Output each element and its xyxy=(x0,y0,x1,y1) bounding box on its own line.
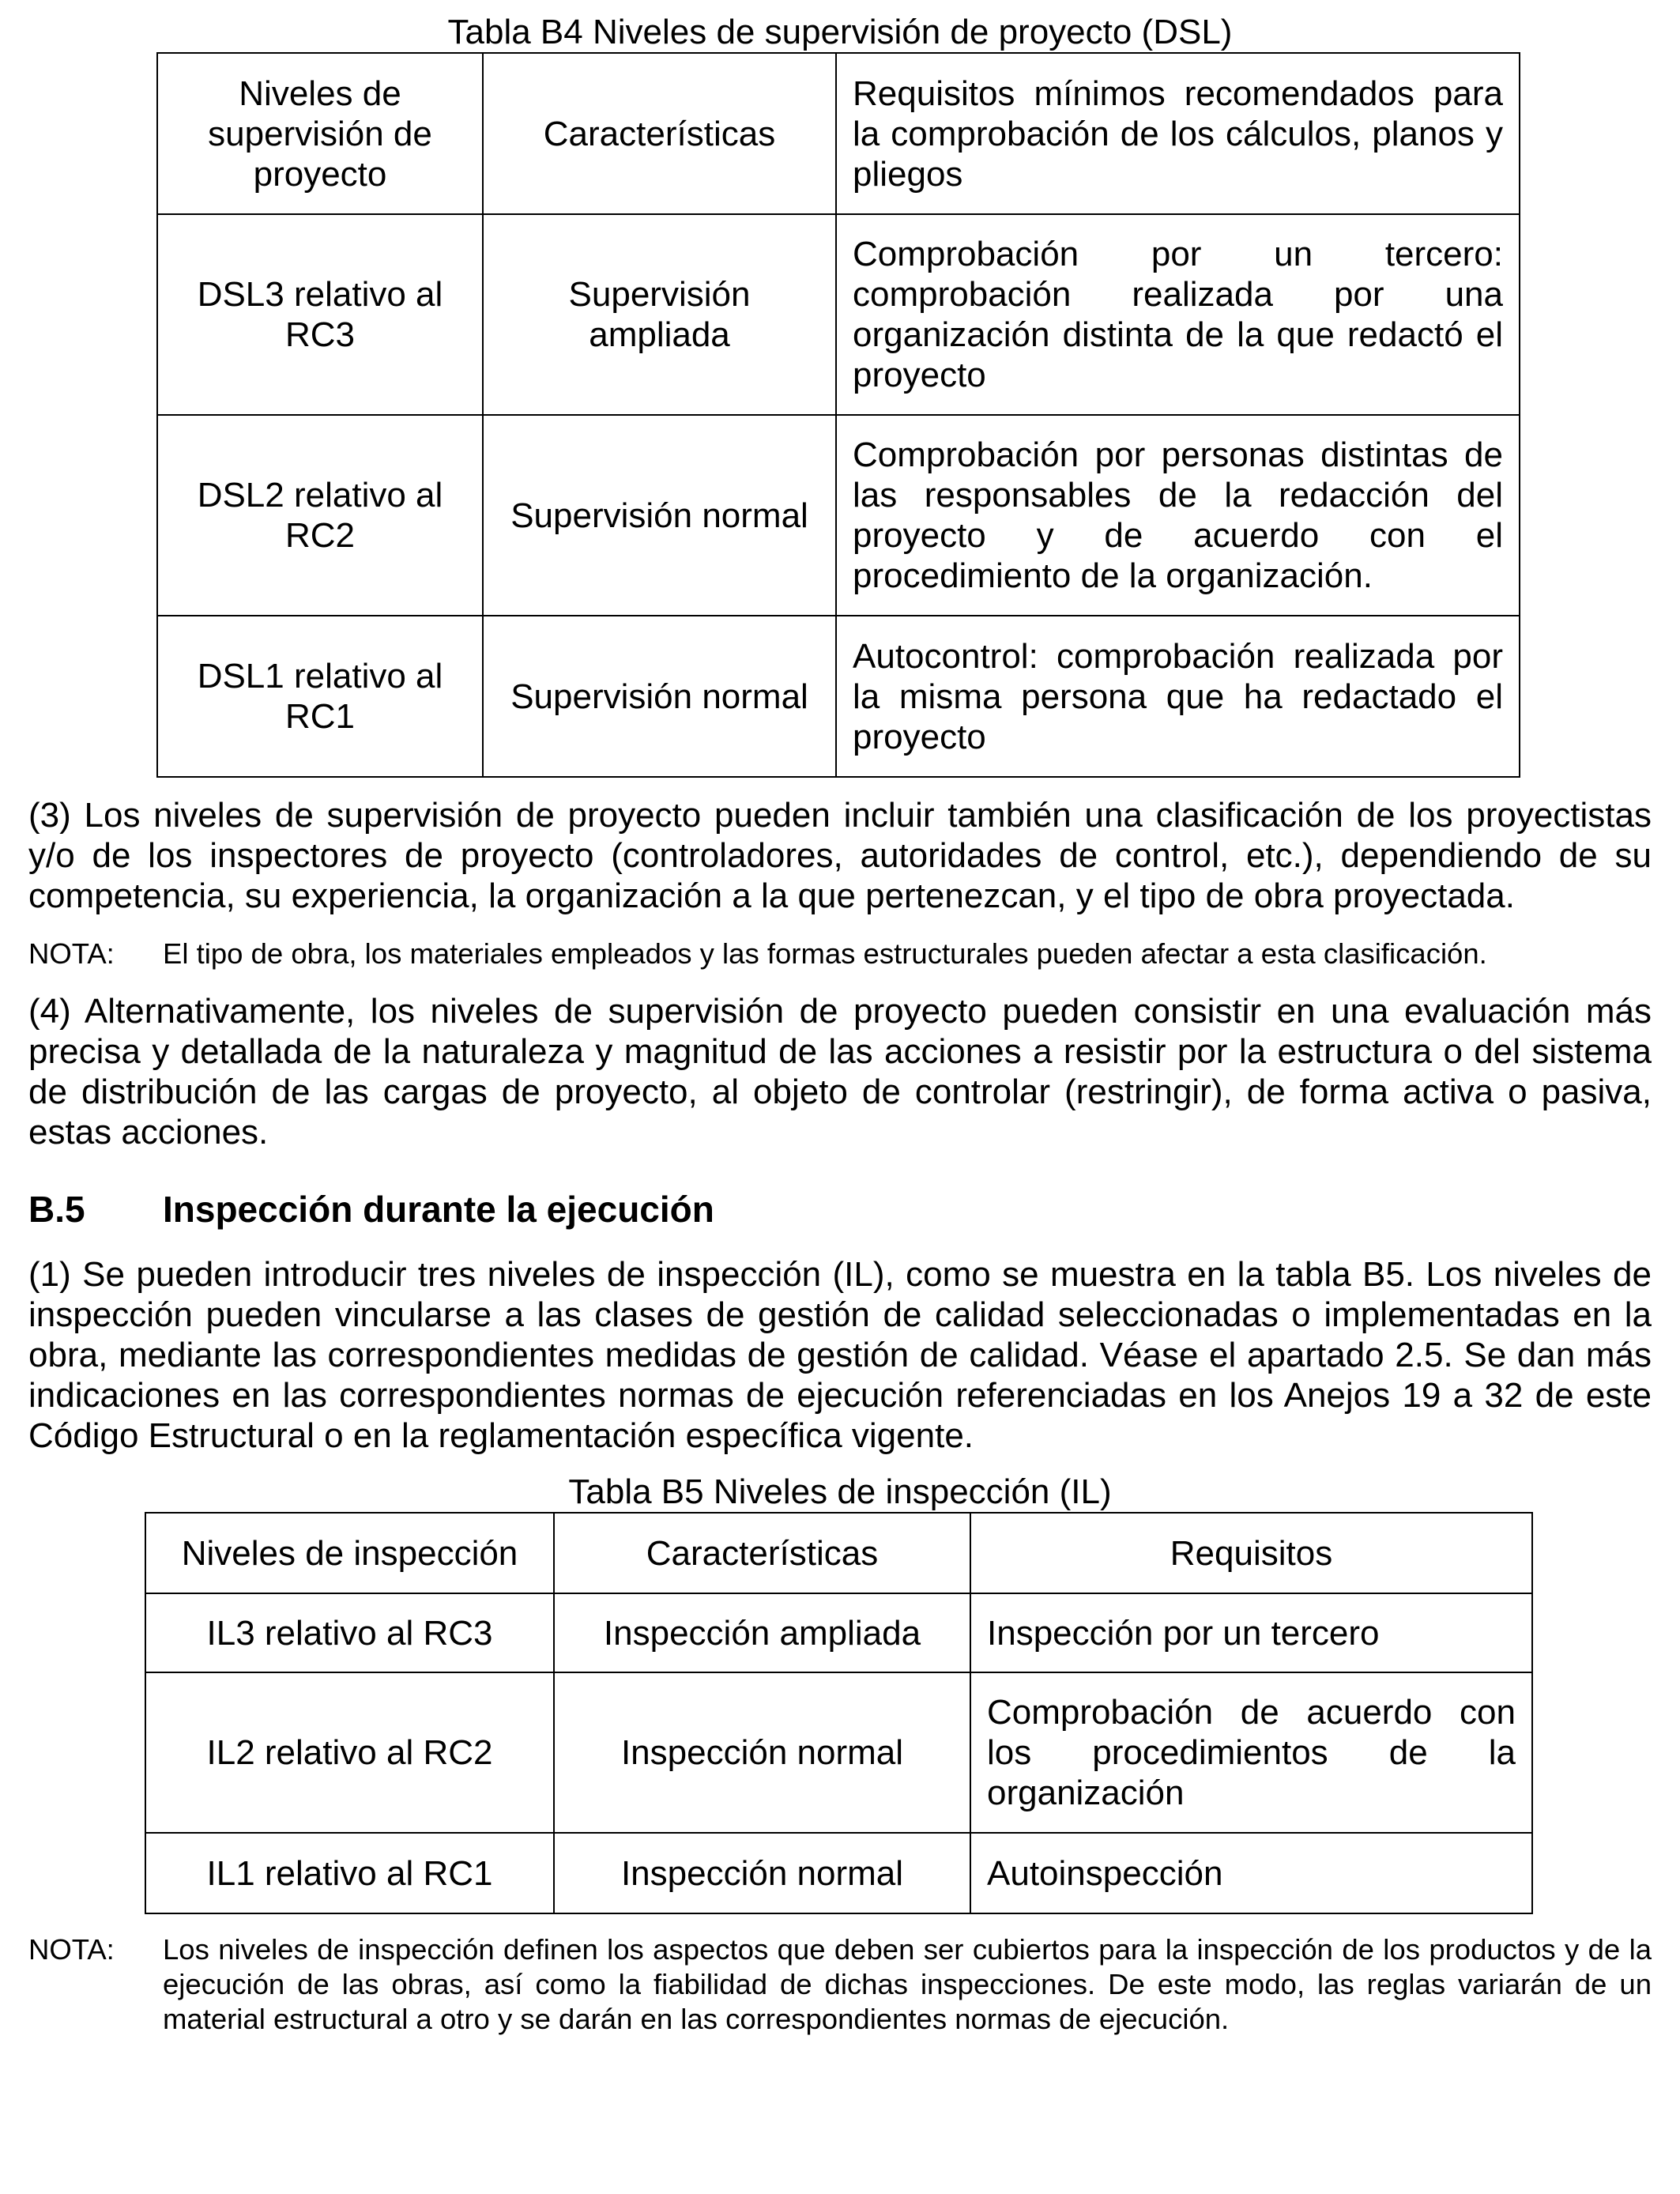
table-cell: IL2 relativo al RC2 xyxy=(145,1672,554,1833)
table-row xyxy=(145,1593,1532,1672)
table-row xyxy=(157,415,1520,616)
table-cell: Supervisión normal xyxy=(483,616,836,777)
table-row xyxy=(145,1833,1532,1913)
table-cell: Supervisión normal xyxy=(483,415,836,616)
table-b4-caption: Tabla B4 Niveles de supervisión de proyecto (DSL) xyxy=(447,13,1233,51)
table-cell: IL3 relativo al RC3 xyxy=(145,1593,554,1672)
table-b4-header-level: Niveles de supervisión de proyecto xyxy=(157,53,483,214)
section-heading xyxy=(28,1187,714,1231)
table-cell: Comprobación por un tercero: comprobación realizada por una organización distinta de la que redactó el proyecto xyxy=(836,214,1520,415)
table-b4-header-row xyxy=(157,53,1520,214)
table-b5-header-row xyxy=(145,1513,1532,1593)
table-b5 xyxy=(145,1512,1533,1914)
table-cell: DSL2 relativo al RC2 xyxy=(157,415,483,616)
table-cell: Comprobación por personas distintas de las responsables de la redacción del proyecto y de acuerdo con el procedimiento de la organización. xyxy=(836,415,1520,616)
note-text: Los niveles de inspección definen los aspectos que deben ser cubiertos para la inspección de los productos y de la ejecución de las obras, así como la fiabilidad de dichas inspecciones. De este modo, las reglas variarán de un material estructural a otro y se darán en las correspondientes normas de ejecución. xyxy=(163,1933,1652,2035)
table-b4-header-characteristics: Características xyxy=(483,53,836,214)
table-b4 xyxy=(156,52,1520,778)
table-row xyxy=(157,214,1520,415)
table-b4-header-requirements: Requisitos mínimos recomendados para la comprobación de los cálculos, planos y pliegos xyxy=(836,53,1520,214)
note-label: NOTA: xyxy=(28,1933,115,1966)
table-cell: DSL3 relativo al RC3 xyxy=(157,214,483,415)
table-cell: Autoinspección xyxy=(970,1833,1532,1913)
table-b5-header-requirements: Requisitos xyxy=(970,1513,1532,1593)
note-classification xyxy=(28,937,1652,971)
table-b5-header-characteristics: Características xyxy=(554,1513,970,1593)
paragraph-4: (4) Alternativamente, los niveles de supervisión de proyecto pueden consistir en una evaluación más precisa y detallada de la naturaleza y magnitud de las acciones a resistir por la estructura o del sistema de distribución de las cargas de proyecto, al objeto de controlar (restringir), de forma activa o pasiva, estas acciones. xyxy=(28,992,1652,1152)
table-cell: Inspección normal xyxy=(554,1833,970,1913)
table-cell: Inspección por un tercero xyxy=(970,1593,1532,1672)
paragraph-3: (3) Los niveles de supervisión de proyecto pueden incluir también una clasificación de los proyectistas y/o de los inspectores de proyecto (controladores, autoridades de control, etc.), dependiendo de su competencia, su experiencia, la organización a la que pertenezcan, y el tipo de obra proyectada. xyxy=(28,796,1652,915)
table-cell: Inspección normal xyxy=(554,1672,970,1833)
section-title: Inspección durante la ejecución xyxy=(163,1189,714,1230)
note-text: El tipo de obra, los materiales empleados y las formas estructurales pueden afectar a esta clasificación. xyxy=(163,937,1487,970)
table-b5-header-level: Niveles de inspección xyxy=(145,1513,554,1593)
paragraph-b5-1: (1) Se pueden introducir tres niveles de inspección (IL), como se muestra en la tabla B5. Los niveles de inspección pueden vincularse a las clases de gestión de calidad seleccionadas o implementadas en la obra, mediante las correspondientes medidas de gestión de calidad. Véase el apartado 2.5. Se dan más indicaciones en las correspondientes normas de ejecución referenciadas en los Anejos 19 a 32 de este Código Estructural o en la reglamentación específica vigente. xyxy=(28,1255,1652,1455)
table-cell: Supervisión ampliada xyxy=(483,214,836,415)
table-row xyxy=(145,1672,1532,1833)
table-cell: Comprobación de acuerdo con los procedimientos de la organización xyxy=(970,1672,1532,1833)
table-b5-caption: Tabla B5 Niveles de inspección (IL) xyxy=(568,1472,1112,1511)
note-label: NOTA: xyxy=(28,937,115,970)
table-row xyxy=(157,616,1520,777)
table-cell: Inspección ampliada xyxy=(554,1593,970,1672)
table-cell: Autocontrol: comprobación realizada por la misma persona que ha redactado el proyecto xyxy=(836,616,1520,777)
note-inspection xyxy=(28,1932,1652,2037)
section-number: B.5 xyxy=(28,1189,85,1230)
table-cell: DSL1 relativo al RC1 xyxy=(157,616,483,777)
table-cell: IL1 relativo al RC1 xyxy=(145,1833,554,1913)
